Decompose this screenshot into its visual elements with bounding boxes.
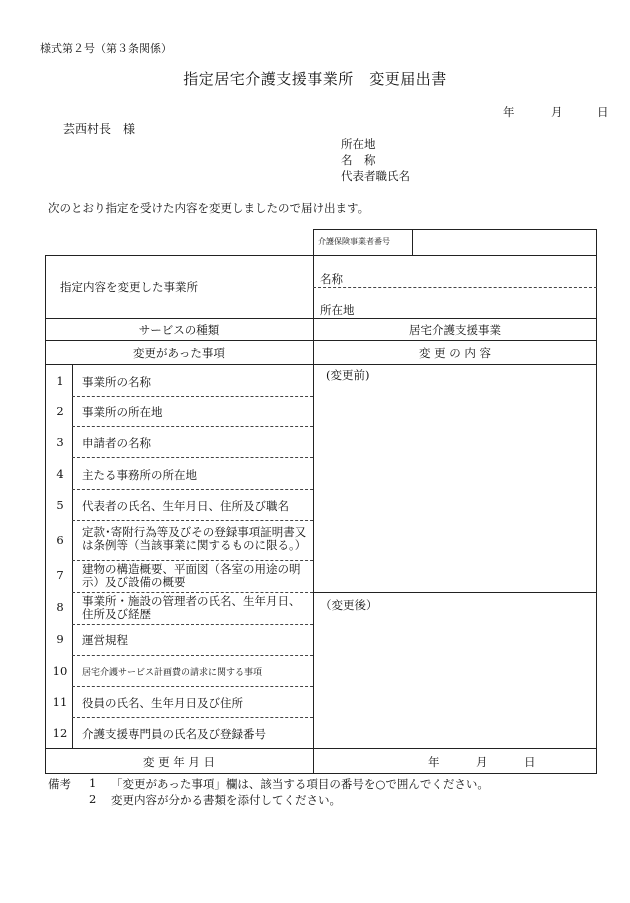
sender-name-label: 名 称 [341, 153, 376, 167]
row-line [45, 318, 597, 319]
header-date-month: 月 [551, 105, 563, 119]
notes-label: 備考 [48, 777, 71, 791]
service-type-value: 居宅介護支援事業 [409, 323, 501, 337]
item-number[interactable]: 10 [52, 664, 68, 678]
after-change-label: （変更後） [320, 598, 378, 612]
change-content-header: 変 更 の 内 容 [418, 346, 492, 360]
item-text: 運営規程 [82, 633, 128, 647]
item-text: 事業所・施設の管理者の氏名、生年月日、住所及び経歴 [82, 594, 301, 621]
item-separator [72, 560, 313, 561]
item-number[interactable]: 9 [56, 632, 64, 646]
number-column-divider [72, 364, 73, 748]
changed-office-label: 指定内容を変更した事業所 [60, 280, 198, 294]
item-separator [72, 426, 313, 427]
header-date-day: 日 [597, 105, 609, 119]
item-text: 居宅介護サービス計画費の請求に関する事項 [82, 668, 263, 678]
intro-text: 次のとおり指定を受けた内容を変更しましたので届け出ます。 [48, 201, 370, 215]
change-date-year[interactable]: 年 [428, 755, 440, 769]
office-name-label: 名称 [320, 272, 343, 286]
note-number: 1 [89, 776, 97, 790]
item-number[interactable]: 8 [56, 600, 64, 614]
item-text: 事業所の所在地 [82, 405, 163, 419]
sender-address-label: 所在地 [341, 137, 376, 151]
item-number[interactable]: 7 [56, 568, 64, 582]
item-text: 主たる事務所の所在地 [82, 468, 197, 482]
item-separator [72, 655, 313, 656]
item-text: 申請者の名称 [82, 436, 151, 450]
service-type-label: サービスの種類 [138, 323, 220, 337]
provider-number-divider [412, 229, 413, 256]
item-separator [72, 686, 313, 687]
item-text: 定款･寄附行為等及びその登録事項証明書又は条例等（当該事業に関するものに限る。） [82, 525, 307, 552]
provider-number-label: 介護保険事業者番号 [318, 237, 390, 246]
item-separator [72, 457, 313, 458]
item-number[interactable]: 4 [56, 467, 64, 481]
row-line [45, 340, 597, 341]
row-line [45, 748, 597, 749]
item-text: 代表者の氏名、生年月日、住所及び職名 [82, 499, 289, 513]
item-text: 役員の氏名、生年月日及び住所 [82, 696, 243, 710]
before-after-divider [313, 592, 597, 593]
item-separator [72, 396, 313, 397]
item-text: 介護支援専門員の氏名及び登録番号 [82, 727, 266, 741]
item-separator [72, 592, 313, 593]
note-number: 2 [89, 792, 97, 806]
item-number[interactable]: 5 [56, 498, 64, 512]
office-name-separator [313, 287, 597, 288]
item-number[interactable]: 6 [56, 533, 64, 547]
change-date-month[interactable]: 月 [476, 755, 488, 769]
changed-items-header: 変更があった事項 [133, 346, 225, 360]
item-text: 事業所の名称 [82, 375, 151, 389]
before-change-label: (変更前) [326, 368, 370, 382]
item-separator [72, 717, 313, 718]
item-number[interactable]: 3 [56, 435, 64, 449]
item-number[interactable]: 11 [52, 695, 68, 709]
note-text: 変更内容が分かる書類を添付してください。 [111, 793, 341, 807]
form-number: 様式第２号（第３条関係） [40, 42, 172, 55]
note-text: 「変更があった事項」欄は、該当する項目の番号を○で囲んでください。 [111, 777, 489, 791]
item-number[interactable]: 1 [56, 374, 64, 388]
item-number[interactable]: 12 [52, 726, 68, 740]
addressee: 芸西村長 様 [63, 122, 136, 136]
row-line [45, 364, 597, 365]
item-separator [72, 489, 313, 490]
document-title: 指定居宅介護支援事業所 変更届出書 [183, 70, 447, 88]
item-separator [72, 624, 313, 625]
sender-representative-label: 代表者職氏名 [341, 169, 410, 183]
item-text: 建物の構造概要、平面図（各室の用途の明示）及び設備の概要 [82, 562, 301, 589]
header-date-year: 年 [503, 105, 515, 119]
item-separator [72, 520, 313, 521]
item-number[interactable]: 2 [56, 404, 64, 418]
change-date-label: 変 更 年 月 日 [142, 755, 216, 769]
office-address-label: 所在地 [320, 303, 355, 317]
change-date-day[interactable]: 日 [524, 755, 536, 769]
